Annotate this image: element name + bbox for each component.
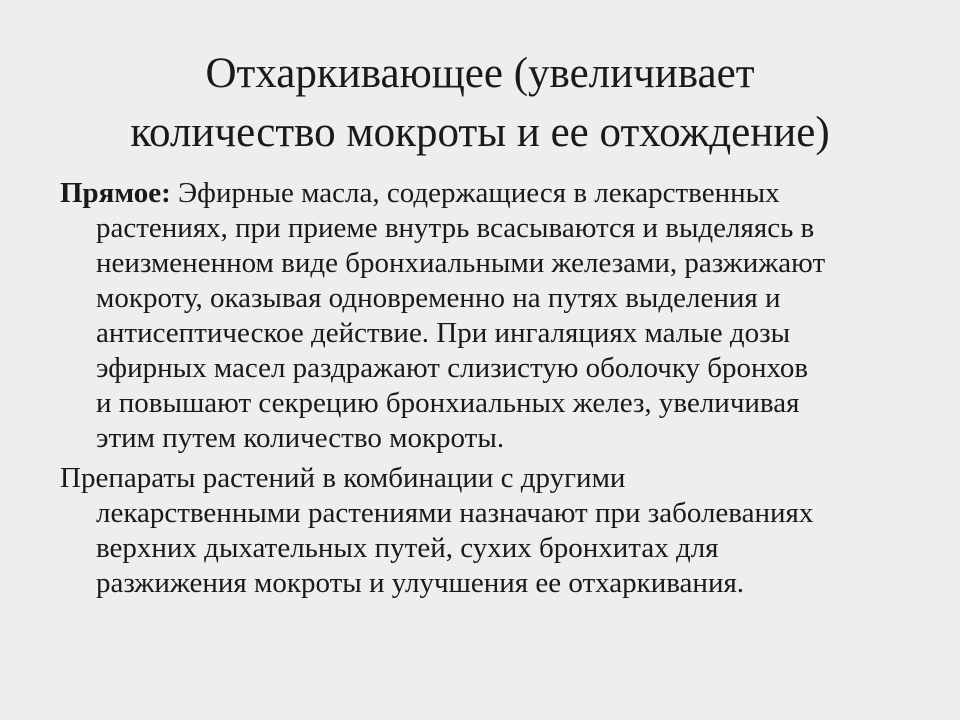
title-line-2: количество мокроты и ее отхождение) [130, 109, 830, 156]
paragraph-line: Препараты растений в комбинации с другими [60, 462, 626, 494]
slide-body [60, 176, 920, 601]
title-line-1: Отхаркивающее (увеличивает [205, 50, 755, 97]
paragraph-line: неизмененном виде бронхиальными железами, разжижают [96, 247, 826, 279]
paragraph-line: лекарственными растениями назначают при заболеваниях [96, 497, 814, 529]
paragraph-line: этим путем количество мокроты. [96, 422, 505, 454]
paragraph-direct [60, 176, 920, 456]
paragraph-text: Эфирные масла, содержащиеся в лекарственных [170, 177, 780, 209]
paragraph-line: эфирных масел раздражают слизистую оболочку бронхов [96, 352, 809, 384]
paragraph-line [60, 176, 920, 211]
paragraph-line: мокроту, оказывая одновременно на путях выделения и [96, 282, 781, 314]
paragraph-preparations [60, 461, 920, 601]
slide-title [40, 44, 920, 162]
paragraph-line: верхних дыхательных путей, сухих бронхитах для [96, 532, 719, 564]
paragraph-line: растениях, при приеме внутрь всасываются и выделяясь в [96, 212, 815, 244]
paragraph-line: антисептическое действие. При ингаляциях малые дозы [96, 317, 791, 349]
paragraph-line: разжижения мокроты и улучшения ее отхаркивания. [96, 567, 745, 599]
paragraph-lead: Прямое: [60, 177, 171, 209]
paragraph-line: и повышают секрецию бронхиальных желез, увеличивая [96, 387, 800, 419]
